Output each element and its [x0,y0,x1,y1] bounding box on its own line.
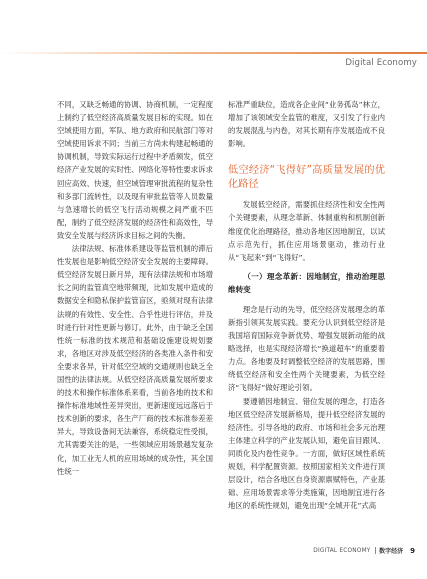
subheading: （一）理念革新：因地制宜，推动治理思维转变 [228,271,385,295]
right-column [228,98,385,512]
right-paragraph-1: 标准严重缺位，造成各企业间“业务孤岛”林立，增加了该领域安全监管的难度，又引发了行业内的发展混乱与内卷，对其长期有序发展造成不良影响。 [228,100,385,149]
header-rule [0,52,427,54]
page-footer [313,546,415,555]
section-title-part1: 低空经济“飞得好” [228,165,312,177]
section-title [228,164,385,192]
footer-divider [375,547,376,554]
right-paragraph-3: 理念是行动的先导，低空经济发展理念的革新指引领其发展实践。要充分认识到低空经济是我国培育国际竞争新优势、增强发展新动能的战略选择，也是实现经济增长“换道超车”的重要着力点。各地要及时调整低空经济的发展思路，围绕低空经济和安全性两个关键要素，为低空经济“飞得好”做好理论引领。 [228,304,385,393]
left-column [57,98,213,478]
section-tag: Digital Economy [345,58,417,68]
left-paragraph-2: 法律法规、标准体系建设等监管机制的滞后性发展也是影响低空经济安全发展的主要障碍。低空经济发展日新月异，现有法律法规和市场增长之间的监管真空地带频现，比如发展中造成的数据安全和隐私保护监管盲区，亟须对现有法律法规的有效性、安全性、合乎性进行评估，并及时进行针对性更新与修订。此外，由于缺乏全国性统一标准的技术规范和基础设施建设规划要求，各地区对涉及低空经济的各类准入条件和安全要求各异，针对低空空域的交通规则也缺乏全国性的法律法规。从低空经济高质量发展所要求的技术和操作标准体系来看，当前各地的技术和操作标准地域性差异突出，更新速度远远落后于技术创新的要求，各生产厂商的技术标准参差差异大，导致设备间无法兼容，系统稳定性受损，尤其需要关注的是，一些领域应用场景越发复杂化，加工业无人机的应用场域的成杂性，其全国性统一 [57,244,213,476]
left-paragraph-1: 不同，又缺乏畅通的协调、协商机制，一定程度上制约了低空经济高质量发展目标的实现。如在空域使用方面，军队、地方政府和民航部门等对空域使用诉求不同；当前三方尚未构建起畅通的协调机制，导致实际运行过程中矛盾频发，低空经济产业发展的实时性、网络化等特性要求诉求回应高效、快速，但空域管理审批流程的复杂性和多部门流转性，以及现有审批监管等人员数量与急速增长的低空飞行活动规模之间严重不匹配，制约了低空经济发展的经济性和高效性，导致安全发展与经济诉求目标之间的失衡。 [57,100,213,240]
section-title-part2: 高质量发展的优化路径 [228,165,385,191]
page-number: 9 [410,546,415,555]
right-paragraph-4: 要遵循因地制宜、错位发展的理念，打造各地区低空经济发展新格局，提升低空经济发展的经济性。引导各地的政府、市场和社会多元治理主体建立科学的产业发展认知，避免盲目跟风、同质化及内卷性竞争。一方面，做好区域性系统规划，科学配置资源。按照国家相关文件进行顶层设计，结合各地区自身资源禀赋特色，产业基础、应用场景需求等分类施策，因地制宜进行各地区的系统性规划，避免出现“全城开花”式高 [228,396,385,511]
footer-magazine-cn: 数字经济 [379,548,404,555]
footer-magazine-name: DIGITAL ECONOMY [313,547,371,554]
right-paragraph-2: 发展低空经济，需要抓住经济性和安全性两个关键要素，从理念革新、体制重构和机制创新维度优化治理路径，推动各地区因地制宜，以试点示范先行，抓住应用场景驱动，推动行业从“飞起来”到“飞得好”。 [228,200,385,262]
